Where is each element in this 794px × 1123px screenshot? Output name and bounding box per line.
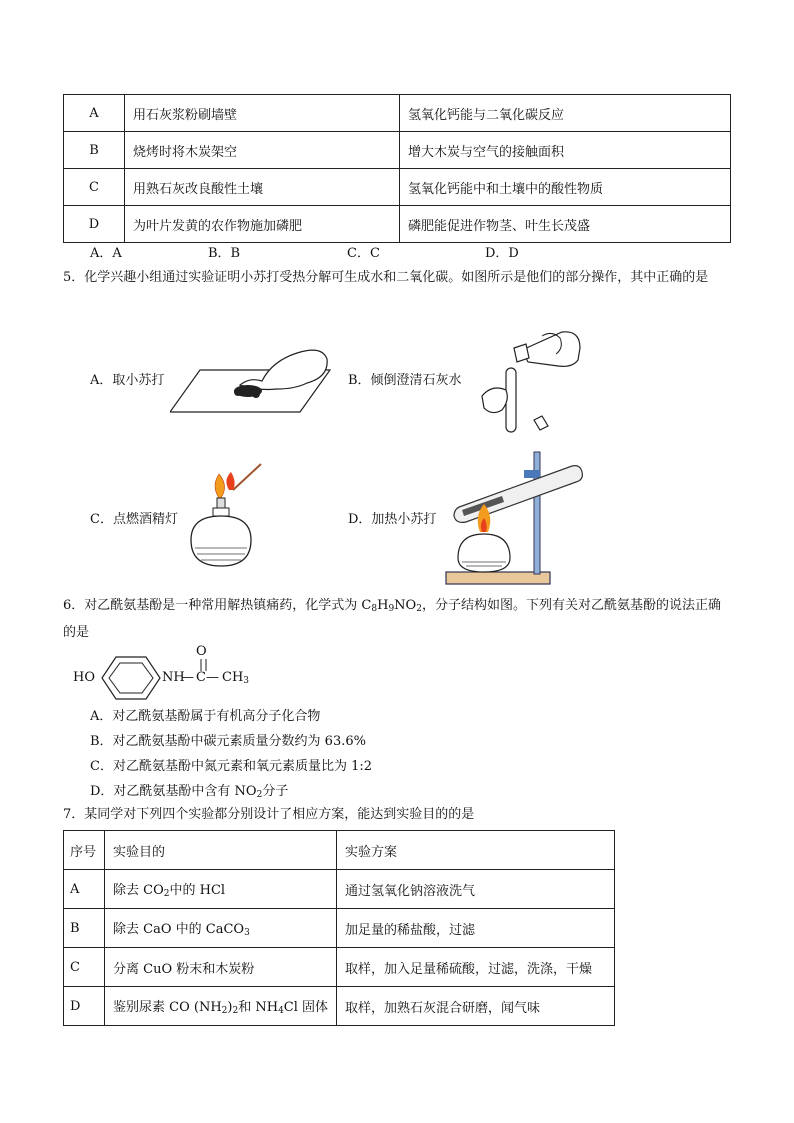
q6-option-b: B．对乙酰氨基酚中碳元素质量分数约为 63.6% [90,734,366,749]
row-reason: 氢氧化钙能中和土壤中的酸性物质 [400,169,731,206]
row-goal [105,870,337,909]
goal-text: 分离 CuO 粉末和木炭粉 [113,961,255,977]
structure-o: O [196,644,207,659]
row-use: 烧烤时将木炭架空 [125,132,400,169]
q4-choice-b: B．B [208,246,241,261]
table-row [64,95,731,132]
table-row [64,206,731,243]
header-goal: 实验目的 [105,831,337,870]
row-id: C [64,948,105,987]
goal-text-post-2: 和 NH [238,1000,279,1015]
q4-choice-c: C．C [347,246,380,261]
structure-dash-1: — [181,670,194,685]
q5-stem: 5．化学兴趣小组通过实验证明小苏打受热分解可生成水和二氧化碳。如图所示是他们的部分操作，其中正确的是 [63,270,709,285]
row-use: 用熟石灰改良酸性土壤 [125,169,400,206]
row-goal [105,948,337,987]
formula-no: NO [394,598,417,613]
row-goal [105,987,337,1026]
row-plan: 加足量的稀盐酸，过滤 [337,909,615,948]
table-row [64,987,615,1026]
benzene-ring-icon [100,652,162,704]
q5-option-d: D．加热小苏打 [348,512,437,527]
goal-text-post: ) [227,1000,233,1015]
q6-option-d-post: 分子 [262,784,289,799]
q5-option-a: A．取小苏打 [90,373,165,388]
goal-sub: 2 [221,1006,228,1016]
row-id: B [64,909,105,948]
row-reason: 磷肥能促进作物茎、叶生长茂盛 [400,206,731,243]
double-bond-icon [198,658,210,672]
formula-sub-o: 2 [416,604,422,614]
q7-stem: 7．某同学对下列四个实验都分别设计了相应方案，能达到实验目的的是 [63,807,475,822]
q6-option-d [90,780,288,800]
goal-text: 除去 CaO 中的 CaCO [113,922,245,937]
q4-choice-a: A．A [90,246,122,261]
heat-baking-soda-illustration [440,440,585,588]
structure-ch: CH [222,670,244,685]
row-id: D [64,987,105,1026]
goal-text: 除去 CO [113,883,164,898]
row-plan: 通过氢氧化钠溶液洗气 [337,870,615,909]
row-letter: B [64,132,125,169]
goal-sub-2: 2 [232,1006,239,1016]
q6-option-d-sub: 2 [256,790,263,800]
formula-h: H [377,598,389,613]
structure-sub-3: 3 [243,676,250,686]
table-row [64,909,615,948]
light-alcohol-lamp-illustration [183,460,268,575]
pour-limewater-illustration [462,318,592,436]
row-letter: D [64,206,125,243]
q5-option-c: C．点燃酒精灯 [90,512,178,527]
formula-sub-c: 8 [371,604,378,614]
row-use: 为叶片发黄的农作物施加磷肥 [125,206,400,243]
goal-text: 鉴别尿素 CO (NH [113,1000,222,1015]
table-row [64,132,731,169]
q4-choice-d: D．D [485,246,519,261]
formula-sub-h: 9 [388,604,395,614]
row-goal [105,909,337,948]
table-row [64,169,731,206]
row-letter: C [64,169,125,206]
q6-stem [63,594,731,645]
q6-option-d-pre: D．对乙酰氨基酚中含有 NO [90,784,257,799]
q6-stem-post: ，分子结构如图。下列有关对乙酰氨基酚的说法正确的是 [63,598,721,640]
row-plan: 取样，加入足量稀硫酸，过滤，洗涤，干燥 [337,948,615,987]
table-row [64,870,615,909]
structure-ch3 [222,670,249,686]
q5-option-b: B．倾倒澄清石灰水 [348,373,462,388]
row-plan: 取样，加熟石灰混合研磨，闻气味 [337,987,615,1026]
q6-stem-pre: 6．对乙酰氨基酚是一种常用解热镇痛药，化学式为 C [63,598,372,613]
table-header-row [64,831,615,870]
scoop-powder-illustration [170,330,335,420]
goal-sub: 2 [163,889,170,899]
goal-sub: 3 [244,928,250,938]
q4-table [63,94,731,243]
structure-ho: HO [73,670,95,685]
q7-table [63,830,615,1026]
structure-nh: NH [162,670,185,685]
table-row [64,948,615,987]
row-reason: 增大木炭与空气的接触面积 [400,132,731,169]
q6-option-c: C．对乙酰氨基酚中氮元素和氧元素质量比为 1:2 [90,759,373,774]
goal-sub-3: 4 [278,1006,284,1016]
row-letter: A [64,95,125,132]
structure-dash-2: — [206,670,219,685]
structure-c: C [196,670,206,685]
goal-text-post-3: Cl 固体 [283,1000,329,1015]
row-reason: 氢氧化钙能与二氧化碳反应 [400,95,731,132]
goal-text-post: 中的 HCl [169,883,226,898]
row-id: A [64,870,105,909]
row-use: 用石灰浆粉刷墙壁 [125,95,400,132]
header-plan: 实验方案 [337,831,615,870]
header-id: 序号 [64,831,105,870]
q6-option-a: A．对乙酰氨基酚属于有机高分子化合物 [90,709,321,724]
